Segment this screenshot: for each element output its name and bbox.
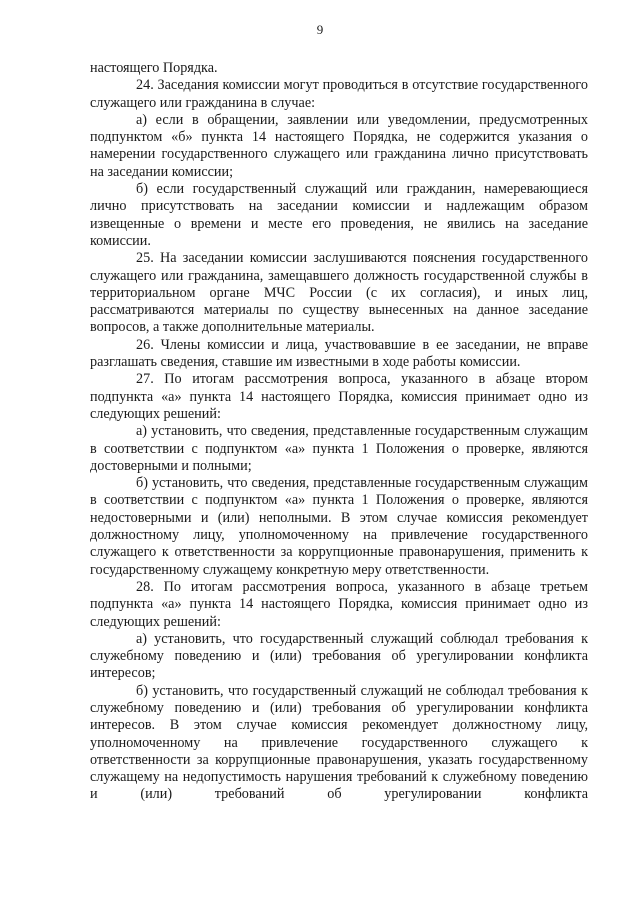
- paragraph-item-26: 26. Члены комиссии и лица, участвовавшие в ее заседании, не вправе разглашать сведения, ставшие им известными в ходе работы комиссии.: [90, 336, 588, 371]
- paragraph-item-27-b: б) установить, что сведения, представленные государственным служащим в соответствии с подпунктом «а» пункта 1 Положения о проверке, являются недостоверными и (или) неполными. В этом случае комиссия рекомендует должностному лицу, уполномоченному на привлечение государственного служащего к ответственности за коррупционные правонарушения, применить к государственному служащему конкретную меру ответственности.: [90, 475, 588, 578]
- paragraph-item-27: 27. По итогам рассмотрения вопроса, указанного в абзаце втором подпункта «а» пункта 14 настоящего Порядка, комиссия принимает одно из следующих решений:: [90, 371, 588, 422]
- document-body: [90, 60, 588, 804]
- paragraph-item-28-a: а) установить, что государственный служащий соблюдал требования к служебному поведению и (или) требования об урегулировании конфликта интересов;: [90, 630, 588, 682]
- paragraph-item-27-a: а) установить, что сведения, представленные государственным служащим в соответствии с подпунктом «а» пункта 1 Положения о проверке, являются достоверными и полными;: [90, 423, 588, 474]
- paragraph-item-28: 28. По итогам рассмотрения вопроса, указанного в абзаце третьем подпункта «а» пункта 14 настоящего Порядка, комиссия принимает одно из следующих решений:: [90, 578, 588, 630]
- paragraph-item-24-b: б) если государственный служащий или гражданин, намеревающиеся лично присутствовать на заседании комиссии и надлежащим образом извещенные о времени и месте его проведения, не явились на заседание комиссии.: [90, 181, 588, 249]
- paragraph-item-24-a: а) если в обращении, заявлении или уведомлении, предусмотренных подпунктом «б» пункта 14 настоящего Порядка, не содержится указания о намерении государственного служащего или гражданина лично присутствовать на заседании комиссии;: [90, 111, 588, 180]
- paragraph-item-25: 25. На заседании комиссии заслушиваются пояснения государственного служащего или гражданина, замещавшего должность государственной службы в территориальном органе МЧС России (с их согласия), и иных лиц, рассматриваются материалы по существу вынесенных на данное заседание вопросов, а также дополнительные материалы.: [90, 250, 588, 336]
- paragraph-continuation: настоящего Порядка.: [90, 60, 218, 76]
- paragraph-item-28-b: б) установить, что государственный служащий не соблюдал требования к служебному поведению и (или) требования об урегулировании конфликта интересов. В этом случае комиссия рекомендует должностному лицу, уполномоченному на привлечение государственного служащего к ответственности за коррупционные правонарушения, указать государственному служащему на недопустимость нарушения требований к служебному поведению и (или) требований об урегулировании конфликта: [90, 682, 588, 803]
- page-number: 9: [316, 22, 324, 37]
- paragraph-item-24: 24. Заседания комиссии могут проводиться в отсутствие государственного служащего или гражданина в случае:: [90, 77, 588, 111]
